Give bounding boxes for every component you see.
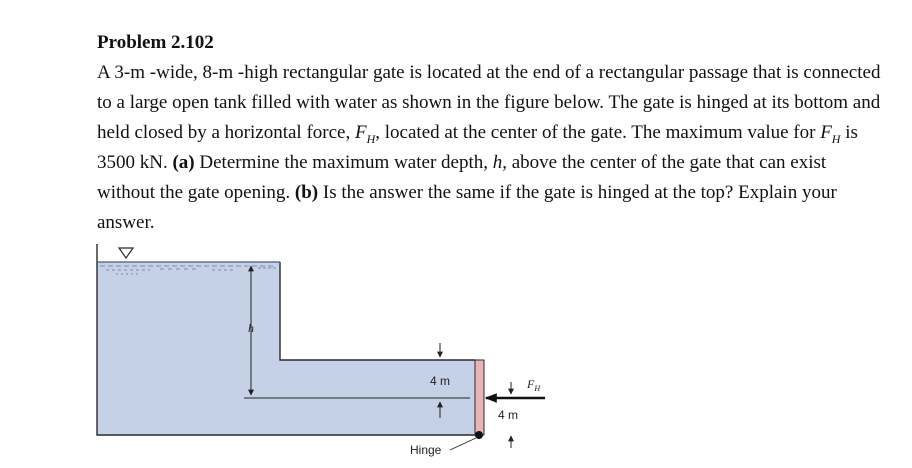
problem-title: Problem 2.102 — [97, 32, 214, 53]
body-text-1: A 3-m -wide, 8-m -high rectangular gate is located at the end of a rectangular passage that is connected to a large open tank filled with water as shown in the figure below. The gate is hinged at its bottom and held closed by a horizontal force, — [97, 62, 881, 143]
force-symbol-2: F — [820, 122, 832, 143]
free-surface-symbol — [119, 248, 133, 258]
gate — [475, 360, 484, 435]
depth-symbol: h — [492, 152, 503, 173]
lower-dim-label: 4 m — [498, 408, 519, 422]
part-a-label: (a) — [172, 152, 195, 173]
upper-dim-label: 4 m — [430, 374, 451, 388]
body-text-2: , located at the center of the gate. The maximum value for — [375, 122, 821, 143]
hinge — [475, 431, 483, 439]
body-text-6: Is the answer the same if the gate is hinged at the top? Explain your answer. — [97, 182, 837, 233]
water-region — [97, 262, 475, 435]
body-text-3: is 3500 kN. — [97, 122, 858, 173]
force-subscript: H — [366, 131, 376, 146]
part-b-label: (b) — [294, 182, 319, 203]
depth-label: h — [248, 321, 254, 335]
hinge-label: Hinge — [410, 443, 442, 457]
force-label-symbol: F — [527, 377, 535, 391]
force-label-sub: H — [534, 384, 541, 393]
body-text-4: Determine the maximum water depth, — [194, 152, 493, 173]
force-label — [526, 377, 541, 393]
force-subscript-2: H — [831, 131, 841, 146]
force-symbol: F — [354, 122, 367, 143]
hinge-leader — [450, 438, 476, 450]
body-text-5: , above the center of the gate that can exist without the gate opening. — [97, 152, 827, 203]
